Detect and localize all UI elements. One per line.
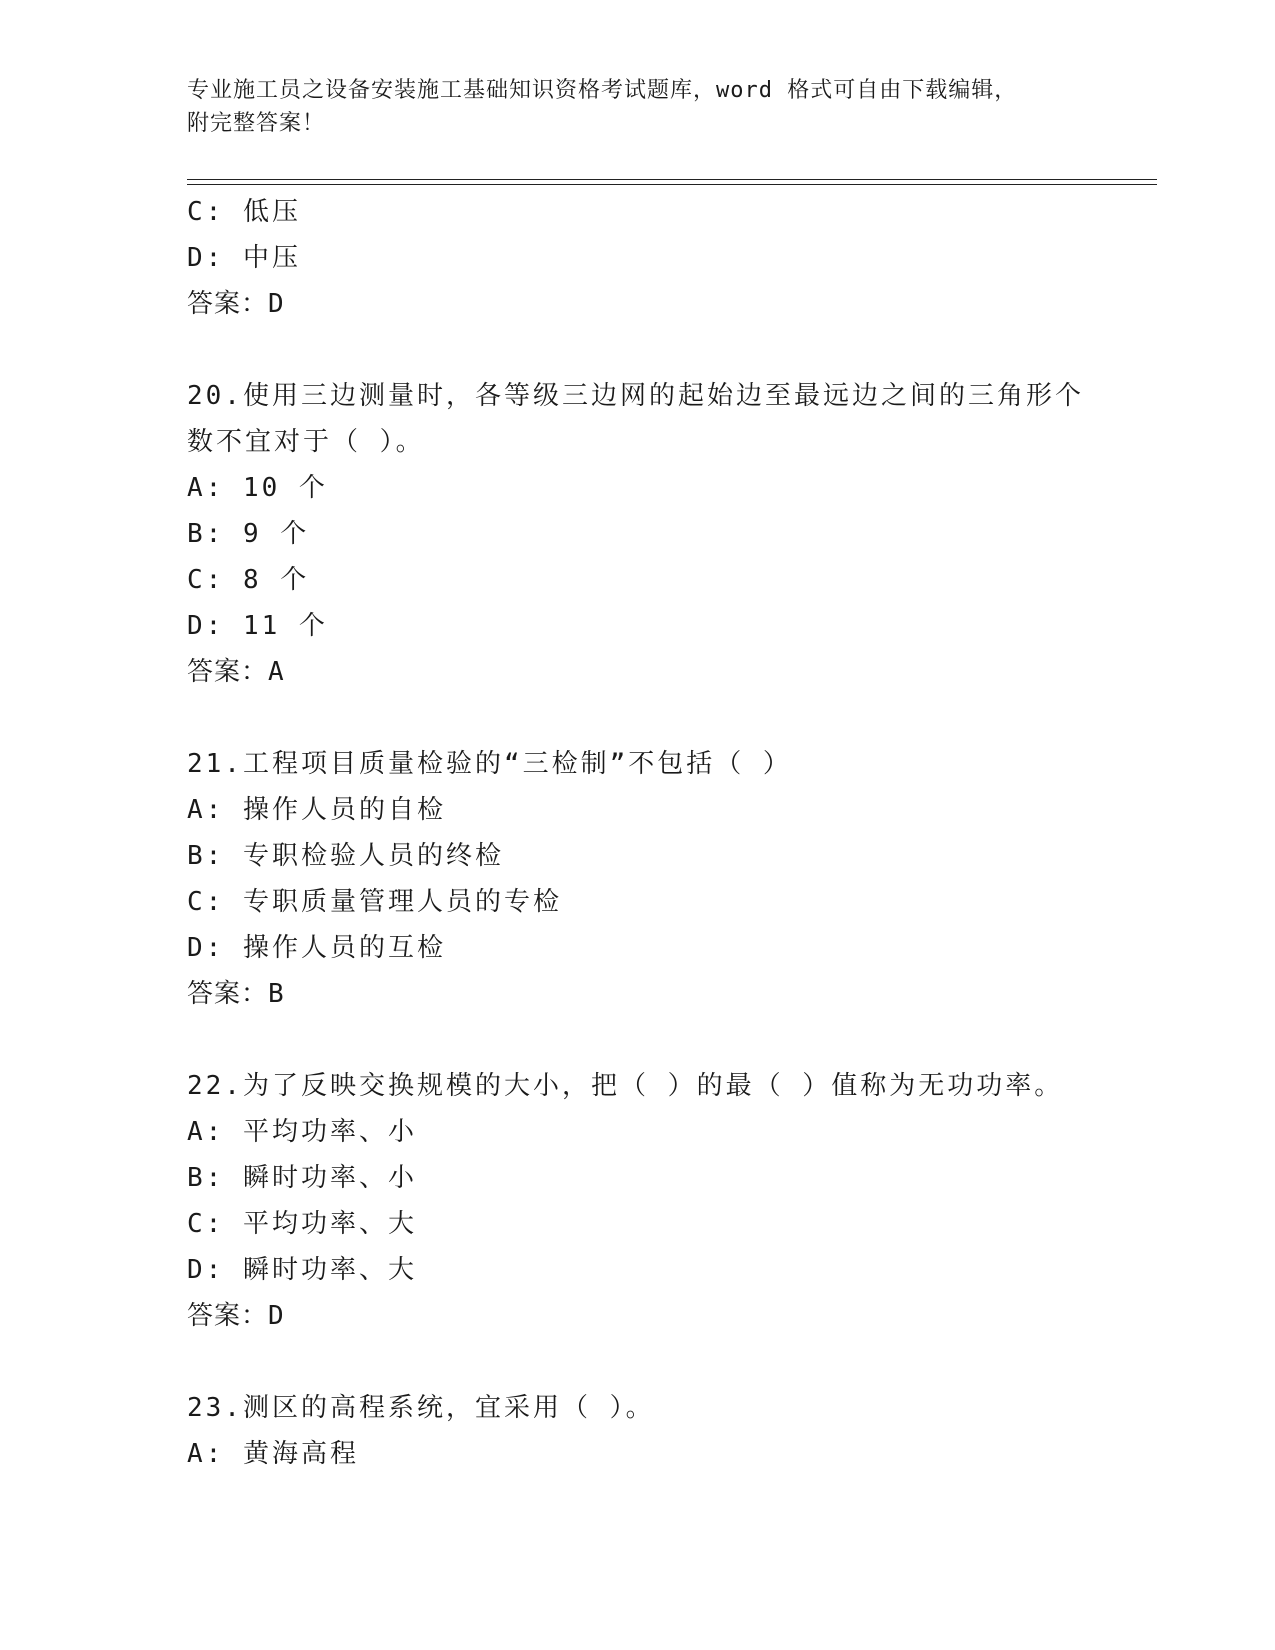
question-list: [187, 189, 1157, 1477]
option-a: A: 10 个: [187, 473, 328, 503]
question-23: [187, 1385, 1157, 1477]
answer-line: 答案：A: [187, 657, 285, 687]
header-divider-bottom: [187, 184, 1157, 185]
option-c: C: 8 个: [187, 565, 310, 595]
answer-line: 答案：D: [187, 1301, 285, 1331]
option-b: B: 瞬时功率、小: [187, 1163, 417, 1193]
question-spacer: [187, 1339, 1157, 1385]
option-b: B: 9 个: [187, 519, 310, 549]
question-spacer: [187, 1017, 1157, 1063]
question-spacer: [187, 695, 1157, 741]
header-title-line-1: 专业施工员之设备安装施工基础知识资格考试题库，word 格式可自由下载编辑，: [187, 78, 1018, 103]
question-stem: 22.为了反映交换规模的大小，把（ ）的最（ ）值称为无功功率。: [187, 1071, 1064, 1101]
header-divider-top: [187, 179, 1157, 180]
option-a: A: 黄海高程: [187, 1439, 359, 1469]
question-stem: 23.测区的高程系统，宜采用（ ）。: [187, 1393, 655, 1423]
option-d: D: 瞬时功率、大: [187, 1255, 417, 1285]
question-stem-line-2: 数不宜对于（ ）。: [187, 427, 425, 457]
answer-line: 答案：D: [187, 289, 285, 319]
answer-line: 答案：B: [187, 979, 285, 1009]
question-20: [187, 373, 1157, 695]
document-header: [187, 74, 1087, 140]
option-b: B: 专职检验人员的终检: [187, 841, 504, 871]
question-spacer: [187, 327, 1157, 373]
option-d: D: 操作人员的互检: [187, 933, 446, 963]
question-21: [187, 741, 1157, 1017]
option-d: D: 11 个: [187, 611, 328, 641]
option-c: C: 平均功率、大: [187, 1209, 417, 1239]
option-d: D: 中压: [187, 243, 301, 273]
header-title-line-2: 附完整答案！: [187, 111, 326, 136]
question-stem-line-1: 20.使用三边测量时，各等级三边网的起始边至最远边之间的三角形个: [187, 381, 1084, 411]
question-19-continued: [187, 189, 1157, 327]
option-a: A: 平均功率、小: [187, 1117, 417, 1147]
option-c: C: 专职质量管理人员的专检: [187, 887, 562, 917]
question-22: [187, 1063, 1157, 1339]
question-stem: 21.工程项目质量检验的“三检制”不包括（ ）: [187, 749, 792, 779]
option-c: C: 低压: [187, 197, 301, 227]
option-a: A: 操作人员的自检: [187, 795, 446, 825]
